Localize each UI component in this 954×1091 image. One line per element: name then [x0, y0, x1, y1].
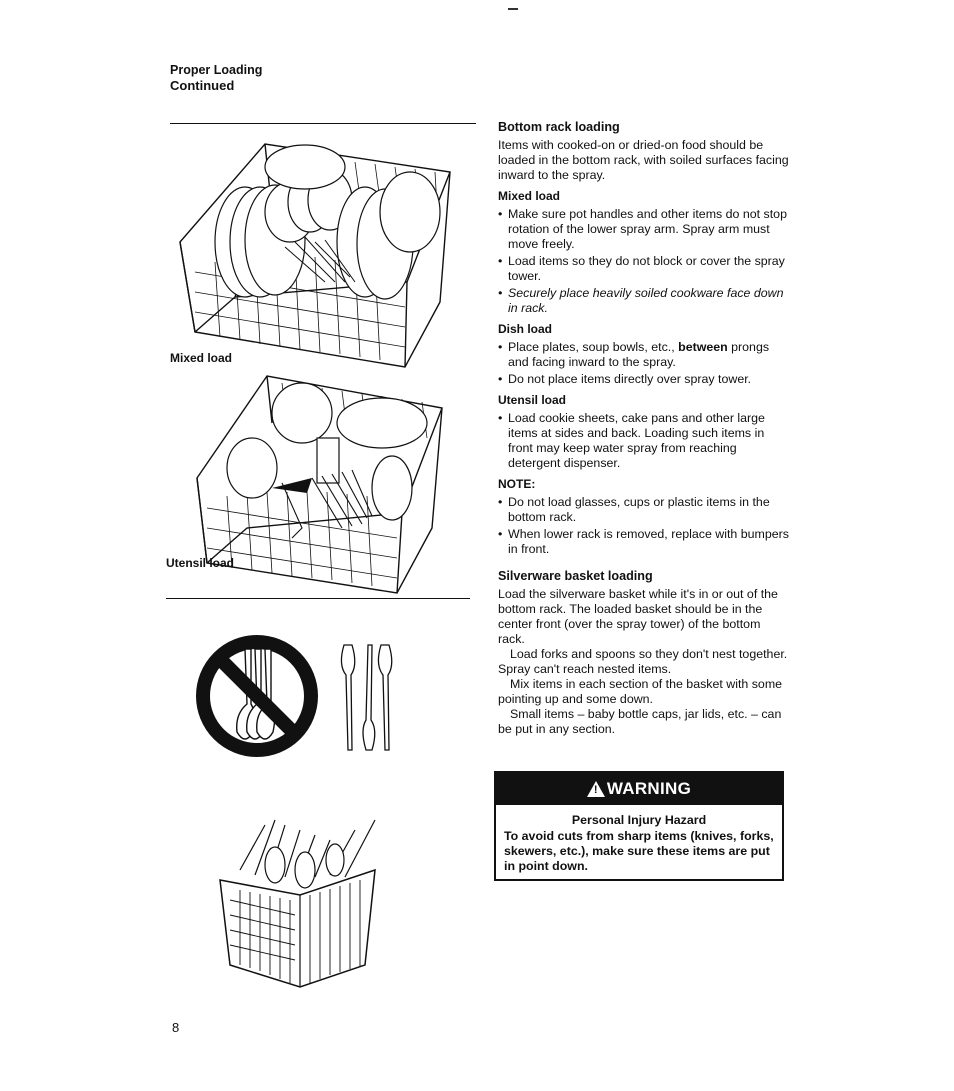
- utensil-load-heading: Utensil load: [498, 393, 567, 407]
- silverware-basket-illustration: [205, 815, 390, 990]
- warning-box: [494, 771, 784, 881]
- warning-banner: [496, 773, 782, 805]
- caption-mixed-load: Mixed load: [170, 351, 233, 365]
- middle-rule: [166, 598, 470, 599]
- instructions-column: [498, 120, 790, 737]
- note-list: [498, 495, 790, 557]
- bottom-rack-text: Items with cooked-on or dried-on food should be loaded in the bottom rack, with soiled surfaces facing inward to the spray.: [498, 138, 789, 182]
- mixed-load-list: [498, 207, 790, 316]
- list-item: • Place plates, soup bowls, etc., between prongs and facing inward to the spray.: [498, 340, 790, 370]
- list-item: • When lower rack is removed, replace with bumpers in front.: [498, 527, 790, 557]
- bottom-rack-heading: Bottom rack loading: [498, 120, 620, 134]
- page-number: 8: [172, 1020, 180, 1035]
- warning-heading: Personal Injury Hazard: [571, 813, 707, 827]
- mixed-load-illustration: [175, 132, 455, 372]
- mixed-load-heading: Mixed load: [498, 189, 561, 203]
- no-nesting-illustration: [195, 634, 320, 759]
- utensil-load-list: [498, 411, 790, 471]
- silverware-paragraph: Small items – baby bottle caps, jar lids, etc. – can be put in any section.: [498, 707, 782, 736]
- silverware-paragraph: Load forks and spoons so they don't nest together. Spray can't reach nested items.: [498, 647, 788, 676]
- list-item: • Load cookie sheets, cake pans and other large items at sides and back. Loading such items in front may keep water spray from reaching detergent dispenser.: [498, 411, 790, 471]
- top-rule: [170, 123, 476, 124]
- scan-mark: [508, 8, 518, 10]
- warning-triangle-icon: !: [587, 781, 605, 797]
- dish-load-list: [498, 340, 790, 387]
- list-item: • Load items so they do not block or cover the spray tower.: [498, 254, 790, 284]
- page-header: [170, 62, 262, 94]
- warning-text: To avoid cuts from sharp items (knives, forks, skewers, etc.), make sure these items are put in point down.: [504, 829, 774, 873]
- alternating-spoons-illustration: [336, 640, 398, 755]
- warning-label: WARNING: [606, 779, 692, 798]
- dish-load-heading: Dish load: [498, 322, 553, 336]
- header-subtitle: Continued: [170, 78, 235, 93]
- silverware-heading: Silverware basket loading: [498, 569, 653, 583]
- list-item: • Do not place items directly over spray tower.: [498, 372, 790, 387]
- list-item: • Make sure pot handles and other items do not stop rotation of the lower spray arm. Spray arm must move freely.: [498, 207, 790, 252]
- caption-utensil-load: Utensil load: [166, 556, 235, 570]
- silverware-paragraph: Mix items in each section of the basket with some pointing up and some down.: [498, 677, 783, 706]
- list-item: • Securely place heavily soiled cookware face down in rack.: [498, 286, 790, 316]
- silverware-paragraph: Load the silverware basket while it's in or out of the bottom rack. The loaded basket should be in the center front (over the spray tower) of the bottom rack.: [498, 587, 778, 646]
- list-item: • Do not load glasses, cups or plastic items in the bottom rack.: [498, 495, 790, 525]
- header-title: Proper Loading: [170, 63, 263, 77]
- note-heading: NOTE:: [498, 477, 536, 491]
